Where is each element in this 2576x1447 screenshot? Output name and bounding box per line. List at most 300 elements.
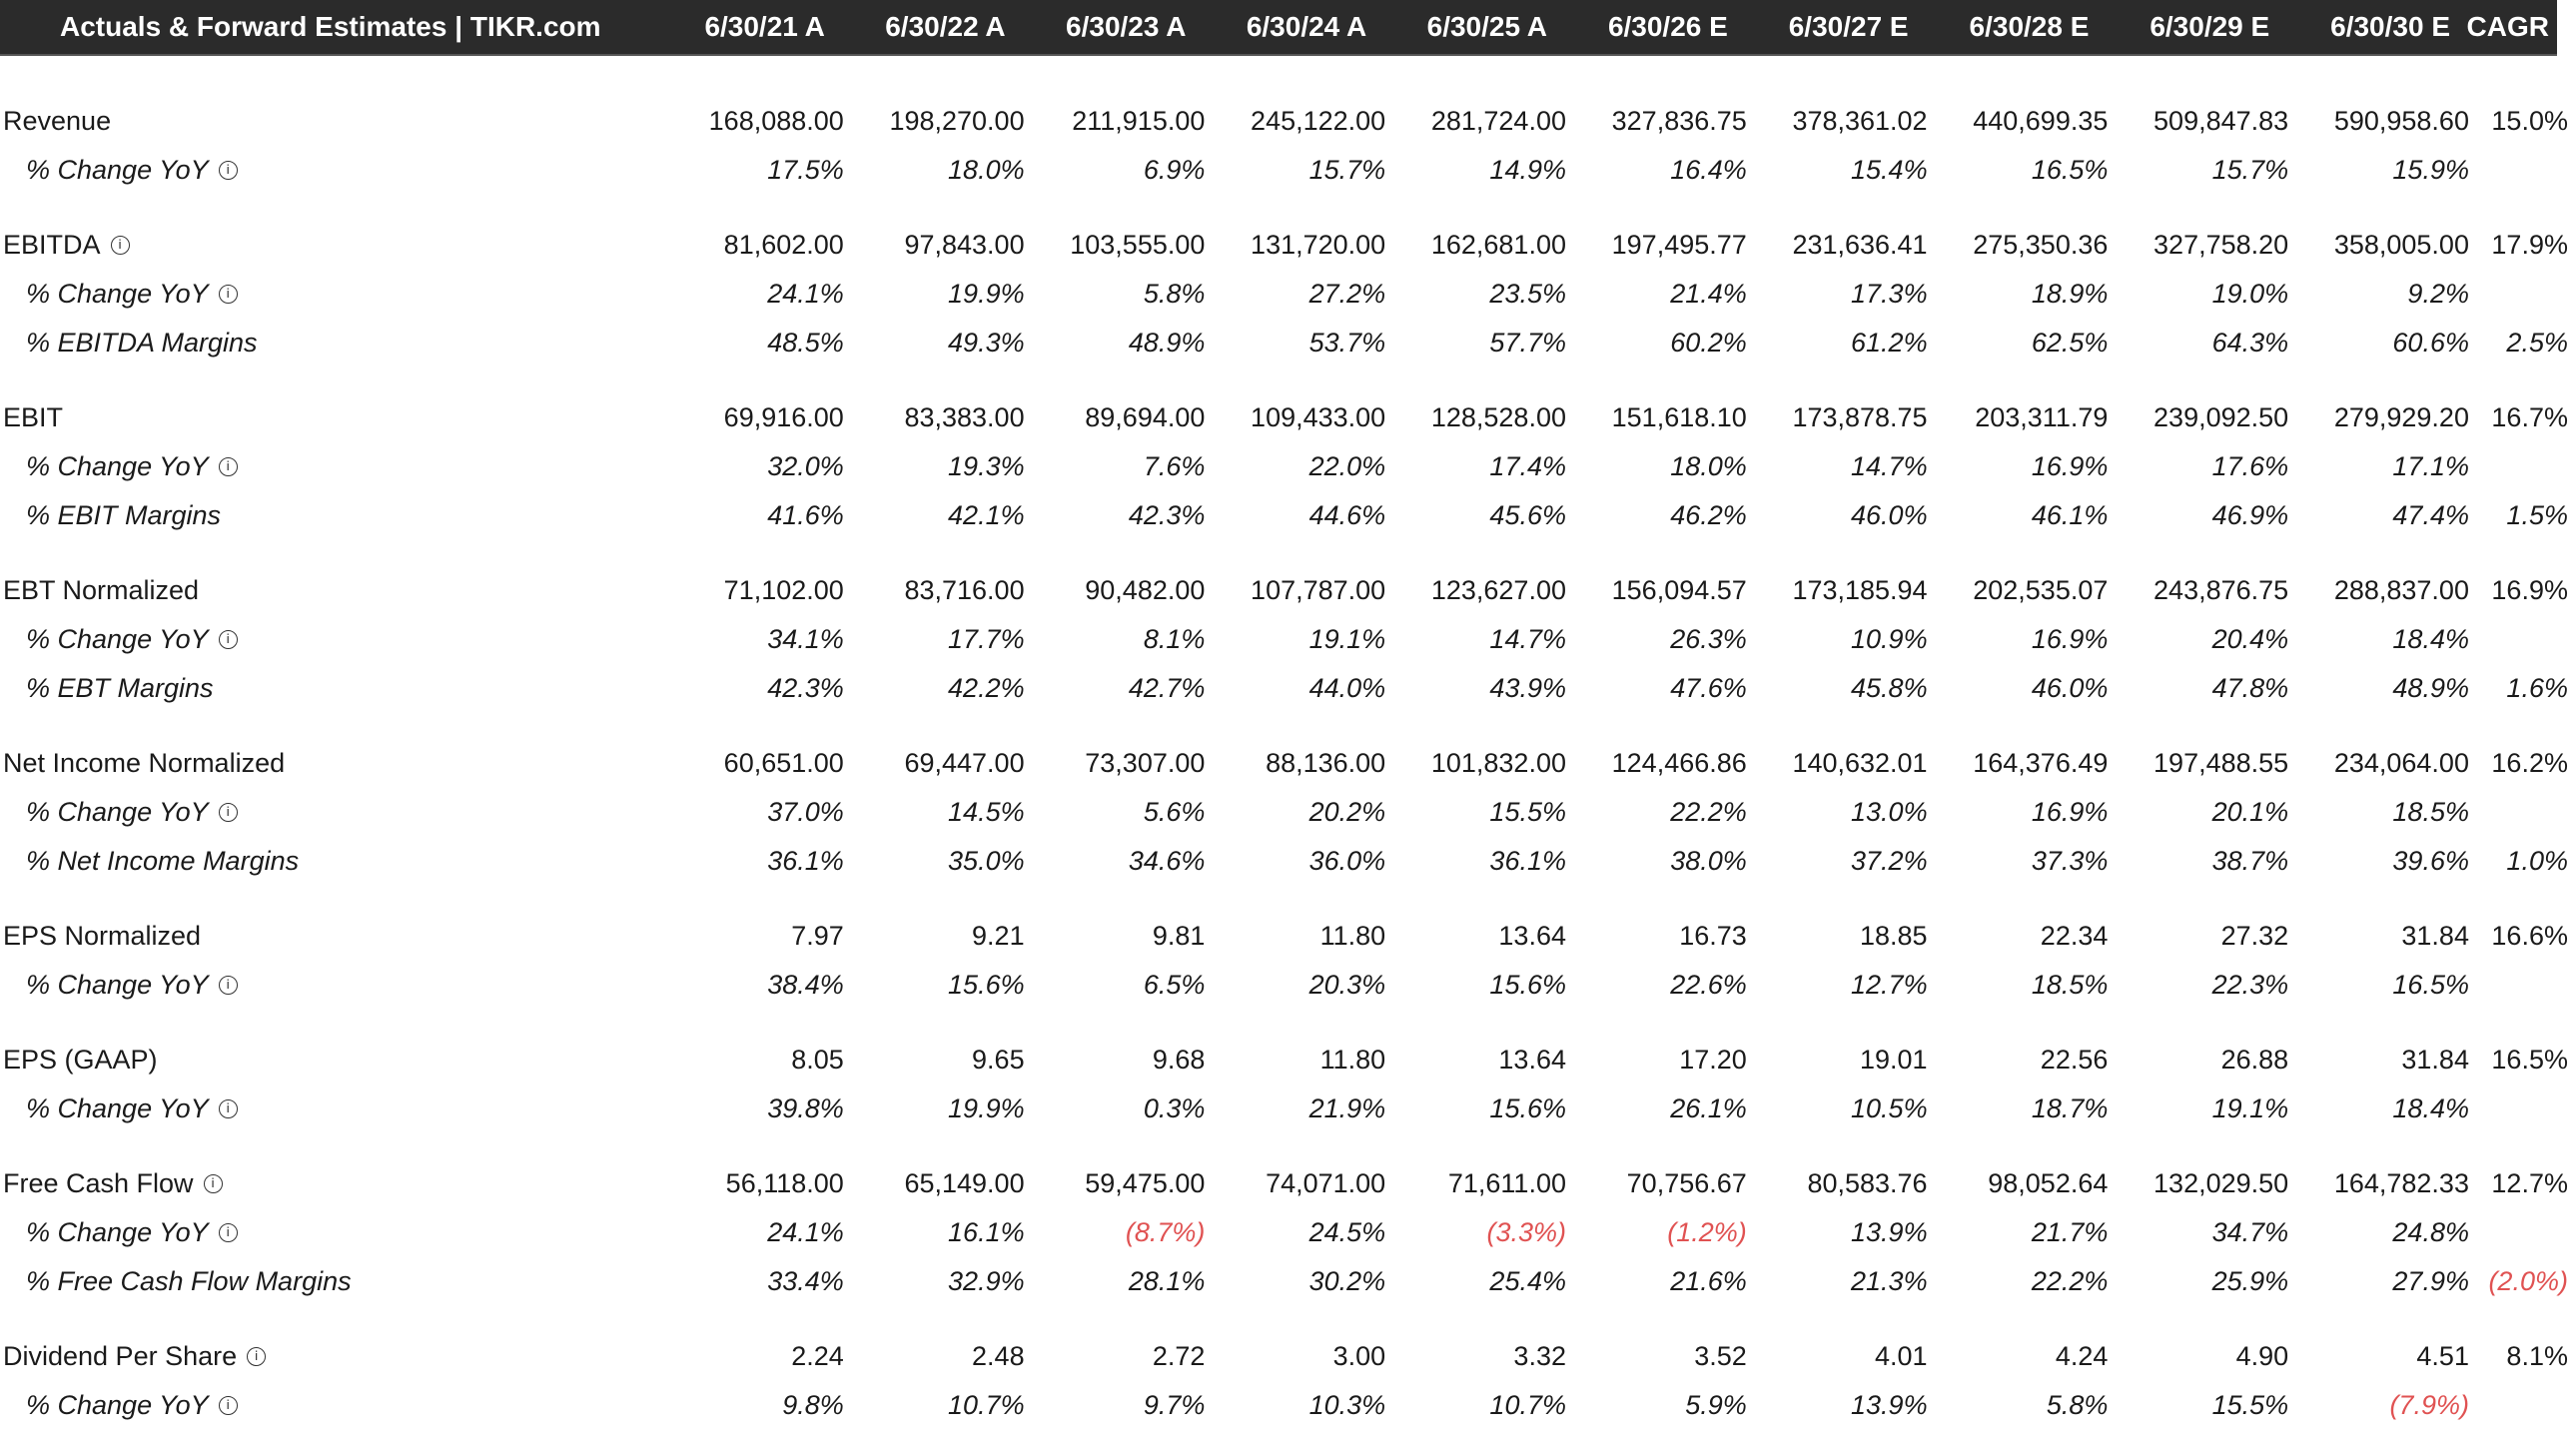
table-row	[0, 788, 2557, 837]
table-cell: 59,475.00	[1085, 1168, 1206, 1198]
table-cell: 27.9%	[2392, 1266, 2469, 1296]
table-cell: 42.7%	[1128, 673, 1206, 703]
row-label-text: % Change YoY	[26, 970, 209, 1000]
row-label	[0, 155, 663, 186]
table-cell: 24.1%	[767, 1217, 844, 1247]
info-icon[interactable]: i	[219, 1396, 238, 1415]
table-cell: 38.4%	[767, 970, 844, 1000]
table-cell: 17.7%	[948, 624, 1025, 654]
column-header[interactable]: 6/30/29 E	[2149, 11, 2270, 42]
table-cell: 24.1%	[767, 279, 844, 309]
table-cell: 31.84	[2401, 921, 2469, 951]
row-label-text: % EBIT Margins	[26, 500, 222, 530]
row-label	[0, 1045, 663, 1076]
table-cell: 0.3%	[1143, 1093, 1206, 1123]
cagr-cell: 16.5%	[2491, 1045, 2568, 1075]
group-spacer	[0, 886, 2557, 912]
table-cell: 65,149.00	[904, 1168, 1025, 1198]
table-cell: 4.24	[2055, 1341, 2109, 1371]
table-cell: 83,716.00	[904, 575, 1025, 605]
column-header[interactable]: 6/30/24 A	[1246, 11, 1367, 42]
table-cell: 21.6%	[1670, 1266, 1747, 1296]
row-label	[0, 106, 663, 137]
info-icon[interactable]: i	[204, 1174, 223, 1193]
table-cell: 81,602.00	[723, 230, 844, 260]
table-cell: 42.2%	[948, 673, 1025, 703]
table-row	[0, 664, 2568, 713]
table-cell: 231,636.41	[1792, 230, 1928, 260]
table-cell: 13.64	[1498, 1045, 1566, 1075]
table-row	[0, 221, 2568, 270]
table-cell: 107,787.00	[1251, 575, 1386, 605]
table-cell: 16.4%	[1670, 155, 1747, 185]
row-label	[0, 1390, 663, 1421]
row-label	[0, 575, 663, 606]
table-cell: 15.6%	[948, 970, 1025, 1000]
table-row	[0, 270, 2557, 319]
info-icon[interactable]: i	[219, 1099, 238, 1118]
row-label	[0, 230, 663, 261]
table-cell: 42.1%	[948, 500, 1025, 530]
table-cell: 131,720.00	[1251, 230, 1386, 260]
table-cell: 9.68	[1152, 1045, 1206, 1075]
table-cell: 60.6%	[2392, 328, 2469, 358]
table-cell: 97,843.00	[904, 230, 1025, 260]
table-title: Actuals & Forward Estimates | TIKR.com	[60, 11, 601, 42]
table-cell: 5.6%	[1143, 797, 1206, 827]
table-cell: 19.1%	[1308, 624, 1386, 654]
table-cell: 123,627.00	[1430, 575, 1566, 605]
column-header[interactable]: 6/30/25 A	[1426, 11, 1548, 42]
estimates-table	[0, 56, 2568, 1430]
row-label	[0, 1217, 663, 1248]
table-row	[0, 961, 2557, 1010]
row-label-text: EPS Normalized	[3, 921, 202, 951]
cagr-cell: 1.6%	[2506, 673, 2568, 703]
table-cell: 17.1%	[2392, 451, 2469, 481]
table-cell: 33.4%	[767, 1266, 844, 1296]
table-cell: 4.90	[2235, 1341, 2289, 1371]
table-cell: 15.9%	[2392, 155, 2469, 185]
table-cell: 36.1%	[767, 846, 844, 876]
table-cell: 35.0%	[948, 846, 1025, 876]
table-cell: 39.8%	[767, 1093, 844, 1123]
table-cell: 440,699.35	[1973, 106, 2109, 136]
table-row	[0, 1159, 2568, 1208]
table-cell: 9.2%	[2407, 279, 2469, 309]
table-cell: 19.9%	[948, 1093, 1025, 1123]
table-cell: 24.8%	[2392, 1217, 2469, 1247]
row-label-text: % Change YoY	[26, 279, 209, 309]
info-icon[interactable]: i	[219, 976, 238, 995]
table-cell: 49.3%	[948, 328, 1025, 358]
table-cell: 16.5%	[2392, 970, 2469, 1000]
table-cell: 21.9%	[1308, 1093, 1386, 1123]
table-cell: 9.7%	[1143, 1390, 1206, 1420]
table-cell: 62.5%	[2031, 328, 2109, 358]
table-cell: 22.34	[2040, 921, 2109, 951]
row-label	[0, 673, 663, 704]
table-cell: 202,535.07	[1973, 575, 2109, 605]
table-cell: 48.9%	[2392, 673, 2469, 703]
row-label-text: EPS (GAAP)	[3, 1045, 158, 1075]
cagr-cell: 16.6%	[2491, 921, 2568, 951]
table-cell: 173,878.75	[1792, 402, 1928, 432]
table-cell: 19.01	[1860, 1045, 1928, 1075]
group-spacer	[0, 1133, 2557, 1159]
table-cell: 10.7%	[948, 1390, 1025, 1420]
table-cell: 6.5%	[1143, 970, 1206, 1000]
row-label-text: % Net Income Margins	[26, 846, 300, 876]
table-cell: 21.4%	[1670, 279, 1747, 309]
table-cell: 5.8%	[1143, 279, 1206, 309]
table-cell: 8.1%	[1143, 624, 1206, 654]
table-header	[0, 0, 2557, 56]
table-cell: 140,632.01	[1792, 748, 1928, 778]
table-cell: 132,029.50	[2153, 1168, 2289, 1198]
table-cell: 45.8%	[1851, 673, 1928, 703]
table-cell: 234,064.00	[2333, 748, 2469, 778]
table-row	[0, 97, 2568, 146]
info-icon[interactable]: i	[219, 1223, 238, 1242]
table-cell: 15.5%	[2211, 1390, 2289, 1420]
table-cell: 48.9%	[1128, 328, 1206, 358]
table-cell: 13.0%	[1851, 797, 1928, 827]
column-header[interactable]: 6/30/26 E	[1607, 11, 1728, 42]
table-row	[0, 1381, 2557, 1430]
table-row	[0, 1208, 2557, 1257]
table-cell: 245,122.00	[1251, 106, 1386, 136]
info-icon[interactable]: i	[219, 457, 238, 476]
table-cell: 14.9%	[1489, 155, 1566, 185]
table-row	[0, 566, 2568, 615]
row-label-text: Dividend Per Share	[3, 1341, 238, 1371]
info-icon[interactable]: i	[219, 161, 238, 180]
table-cell: 3.32	[1513, 1341, 1566, 1371]
cagr-cell: 2.5%	[2506, 328, 2568, 358]
table-cell: 8.05	[791, 1045, 844, 1075]
table-cell: 47.4%	[2392, 500, 2469, 530]
column-header[interactable]: 6/30/30 E	[2330, 11, 2450, 42]
table-cell: 38.7%	[2211, 846, 2289, 876]
row-label	[0, 846, 663, 877]
info-icon[interactable]: i	[111, 236, 130, 255]
table-cell: 288,837.00	[2333, 575, 2469, 605]
table-cell: 25.9%	[2211, 1266, 2289, 1296]
table-cell: 90,482.00	[1085, 575, 1206, 605]
info-icon[interactable]: i	[247, 1347, 266, 1366]
column-header[interactable]: 6/30/22 A	[885, 11, 1006, 42]
table-cell: 9.81	[1152, 921, 1206, 951]
table-cell: 32.9%	[948, 1266, 1025, 1296]
table-cell: 17.4%	[1489, 451, 1566, 481]
table-cell: 26.1%	[1670, 1093, 1747, 1123]
table-cell: 128,528.00	[1430, 402, 1566, 432]
table-cell: 60,651.00	[723, 748, 844, 778]
table-cell: (8.7%)	[1125, 1217, 1206, 1247]
table-cell: 15.5%	[1489, 797, 1566, 827]
column-header[interactable]: 6/30/28 E	[1969, 11, 2090, 42]
table-cell: 197,495.77	[1611, 230, 1747, 260]
table-cell: 46.1%	[2031, 500, 2109, 530]
table-row	[0, 491, 2568, 540]
cagr-cell: 15.0%	[2491, 106, 2568, 136]
row-label-text: % EBITDA Margins	[26, 328, 258, 358]
table-cell: 10.5%	[1851, 1093, 1928, 1123]
column-header-cagr[interactable]: CAGR	[2466, 11, 2549, 42]
table-cell: (3.3%)	[1486, 1217, 1566, 1247]
table-cell: 37.2%	[1851, 846, 1928, 876]
table-cell: 38.0%	[1670, 846, 1747, 876]
table-cell: 18.85	[1860, 921, 1928, 951]
cagr-cell: 16.7%	[2491, 402, 2568, 432]
table-cell: 11.80	[1319, 1045, 1386, 1075]
cagr-cell: 8.1%	[2506, 1341, 2568, 1371]
table-cell: 47.6%	[1670, 673, 1747, 703]
info-icon[interactable]: i	[219, 285, 238, 304]
table-cell: 4.51	[2416, 1341, 2469, 1371]
table-cell: 22.2%	[1670, 797, 1747, 827]
table-cell: (7.9%)	[2389, 1390, 2469, 1420]
table-cell: 3.52	[1694, 1341, 1747, 1371]
table-cell: 44.6%	[1308, 500, 1386, 530]
table-cell: 15.6%	[1489, 970, 1566, 1000]
table-cell: 156,094.57	[1611, 575, 1747, 605]
table-cell: 164,782.33	[2333, 1168, 2469, 1198]
cagr-cell: 16.9%	[2491, 575, 2568, 605]
table-cell: 109,433.00	[1251, 402, 1386, 432]
table-row	[0, 1332, 2568, 1381]
table-cell: 56,118.00	[725, 1168, 844, 1198]
table-cell: 89,694.00	[1085, 402, 1206, 432]
table-cell: 19.0%	[2211, 279, 2289, 309]
table-cell: 10.9%	[1851, 624, 1928, 654]
table-cell: 22.0%	[1308, 451, 1386, 481]
row-label-text: EBT Normalized	[3, 575, 200, 605]
row-label-text: Free Cash Flow	[3, 1168, 194, 1198]
row-label-text: EBITDA	[3, 230, 101, 260]
table-cell: 70,756.67	[1626, 1168, 1747, 1198]
table-cell: 25.4%	[1489, 1266, 1566, 1296]
table-cell: 590,958.60	[2333, 106, 2469, 136]
table-cell: 45.6%	[1489, 500, 1566, 530]
group-spacer	[0, 1010, 2557, 1036]
table-cell: 17.6%	[2211, 451, 2289, 481]
table-cell: 358,005.00	[2333, 230, 2469, 260]
table-row	[0, 912, 2568, 961]
table-cell: 30.2%	[1308, 1266, 1386, 1296]
table-cell: 42.3%	[767, 673, 844, 703]
table-cell: 88,136.00	[1266, 748, 1386, 778]
table-cell: 32.0%	[767, 451, 844, 481]
table-cell: 20.2%	[1308, 797, 1386, 827]
row-label-text: % Free Cash Flow Margins	[26, 1266, 352, 1296]
table-cell: 19.3%	[948, 451, 1025, 481]
cagr-cell: 12.7%	[2491, 1168, 2568, 1198]
table-cell: 509,847.83	[2153, 106, 2289, 136]
table-cell: 5.8%	[2046, 1390, 2109, 1420]
table-cell: 2.24	[791, 1341, 844, 1371]
table-cell: 6.9%	[1143, 155, 1206, 185]
table-cell: 24.5%	[1308, 1217, 1386, 1247]
cagr-cell: 17.9%	[2491, 230, 2568, 260]
table-row	[0, 442, 2557, 491]
row-label	[0, 451, 663, 482]
info-icon[interactable]: i	[219, 630, 238, 649]
table-cell: 3.00	[1332, 1341, 1386, 1371]
column-header[interactable]: 6/30/27 E	[1788, 11, 1909, 42]
row-label	[0, 748, 663, 779]
table-cell: 239,092.50	[2153, 402, 2289, 432]
group-spacer	[0, 540, 2557, 566]
row-label	[0, 921, 663, 952]
table-cell: 275,350.36	[1973, 230, 2109, 260]
row-label-text: % Change YoY	[26, 797, 209, 827]
table-cell: 18.0%	[1670, 451, 1747, 481]
table-cell: 64.3%	[2211, 328, 2289, 358]
table-cell: 17.5%	[767, 155, 844, 185]
table-cell: 19.9%	[948, 279, 1025, 309]
group-spacer	[0, 195, 2557, 221]
row-label	[0, 402, 663, 433]
row-label	[0, 1168, 663, 1199]
table-cell: 42.3%	[1128, 500, 1206, 530]
table-cell: 197,488.55	[2153, 748, 2289, 778]
table-cell: 101,832.00	[1430, 748, 1566, 778]
table-cell: 12.7%	[1851, 970, 1928, 1000]
table-cell: (1.2%)	[1667, 1217, 1747, 1247]
row-label-text: % Change YoY	[26, 1093, 209, 1123]
table-cell: 378,361.02	[1792, 106, 1928, 136]
table-cell: 18.4%	[2392, 624, 2469, 654]
table-cell: 4.01	[1875, 1341, 1928, 1371]
table-cell: 21.3%	[1851, 1266, 1928, 1296]
row-label	[0, 970, 663, 1001]
cagr-cell: 1.0%	[2506, 846, 2568, 876]
row-label	[0, 797, 663, 828]
table-cell: 164,376.49	[1973, 748, 2109, 778]
table-cell: 69,916.00	[723, 402, 844, 432]
table-row	[0, 319, 2568, 367]
group-spacer	[0, 713, 2557, 739]
table-cell: 10.7%	[1489, 1390, 1566, 1420]
table-row	[0, 1085, 2557, 1133]
table-cell: 48.5%	[767, 328, 844, 358]
table-cell: 39.6%	[2392, 846, 2469, 876]
table-row	[0, 1257, 2568, 1306]
table-row	[0, 837, 2568, 886]
row-label-text: % Change YoY	[26, 1390, 209, 1420]
table-cell: 71,102.00	[723, 575, 844, 605]
table-cell: 15.7%	[2211, 155, 2289, 185]
table-cell: 2.72	[1152, 1341, 1206, 1371]
table-cell: 7.97	[791, 921, 844, 951]
group-spacer	[0, 367, 2557, 393]
table-cell: 211,915.00	[1072, 106, 1206, 136]
table-cell: 16.9%	[2031, 451, 2109, 481]
table-cell: 18.5%	[2392, 797, 2469, 827]
table-cell: 327,836.75	[1611, 106, 1747, 136]
table-cell: 18.7%	[2031, 1093, 2109, 1123]
table-cell: 281,724.00	[1430, 106, 1566, 136]
table-cell: 41.6%	[767, 500, 844, 530]
table-cell: 34.1%	[767, 624, 844, 654]
table-cell: 16.5%	[2031, 155, 2109, 185]
table-cell: 13.9%	[1851, 1390, 1928, 1420]
table-row	[0, 739, 2568, 788]
table-cell: 327,758.20	[2153, 230, 2289, 260]
table-cell: 124,466.86	[1611, 748, 1747, 778]
table-cell: 27.2%	[1308, 279, 1386, 309]
table-cell: 47.8%	[2211, 673, 2289, 703]
row-label	[0, 279, 663, 310]
row-label-text: Revenue	[3, 106, 112, 136]
table-cell: 198,270.00	[889, 106, 1025, 136]
info-icon[interactable]: i	[219, 803, 238, 822]
table-cell: 34.7%	[2211, 1217, 2289, 1247]
row-label-text: EBIT	[3, 402, 64, 432]
table-cell: 17.20	[1679, 1045, 1747, 1075]
row-label-text: Net Income Normalized	[3, 748, 286, 778]
row-label-text: % EBT Margins	[26, 673, 214, 703]
table-cell: 7.6%	[1143, 451, 1206, 481]
column-header[interactable]: 6/30/23 A	[1066, 11, 1187, 42]
table-cell: 43.9%	[1489, 673, 1566, 703]
table-cell: 57.7%	[1489, 328, 1566, 358]
row-label-text: % Change YoY	[26, 624, 209, 654]
table-cell: 46.9%	[2211, 500, 2289, 530]
cagr-cell: (2.0%)	[2488, 1266, 2568, 1296]
table-cell: 37.0%	[767, 797, 844, 827]
table-cell: 22.3%	[2211, 970, 2289, 1000]
row-label	[0, 624, 663, 655]
table-cell: 83,383.00	[904, 402, 1025, 432]
table-cell: 20.3%	[1308, 970, 1386, 1000]
table-cell: 243,876.75	[2153, 575, 2289, 605]
table-cell: 18.4%	[2392, 1093, 2469, 1123]
table-cell: 53.7%	[1308, 328, 1386, 358]
cagr-cell: 1.5%	[2506, 500, 2568, 530]
table-cell: 16.9%	[2031, 797, 2109, 827]
table-cell: 15.4%	[1851, 155, 1928, 185]
table-cell: 17.3%	[1851, 279, 1928, 309]
table-cell: 44.0%	[1308, 673, 1386, 703]
table-cell: 14.7%	[1489, 624, 1566, 654]
table-cell: 74,071.00	[1266, 1168, 1386, 1198]
column-header[interactable]: 6/30/21 A	[704, 11, 825, 42]
row-label-text: % Change YoY	[26, 155, 209, 185]
table-cell: 18.0%	[948, 155, 1025, 185]
table-cell: 34.6%	[1128, 846, 1206, 876]
table-cell: 31.84	[2401, 1045, 2469, 1075]
table-cell: 60.2%	[1670, 328, 1747, 358]
table-cell: 2.48	[972, 1341, 1025, 1371]
table-cell: 61.2%	[1851, 328, 1928, 358]
table-cell: 203,311.79	[1975, 402, 2109, 432]
row-label	[0, 328, 663, 359]
row-label-text: % Change YoY	[26, 451, 209, 481]
table-cell: 168,088.00	[708, 106, 844, 136]
table-cell: 9.8%	[782, 1390, 844, 1420]
table-cell: 26.88	[2220, 1045, 2289, 1075]
table-cell: 36.0%	[1308, 846, 1386, 876]
table-cell: 22.56	[2040, 1045, 2109, 1075]
table-cell: 16.73	[1679, 921, 1747, 951]
group-spacer	[0, 1306, 2557, 1332]
row-label	[0, 1266, 663, 1297]
table-cell: 13.9%	[1851, 1217, 1928, 1247]
table-cell: 46.2%	[1670, 500, 1747, 530]
